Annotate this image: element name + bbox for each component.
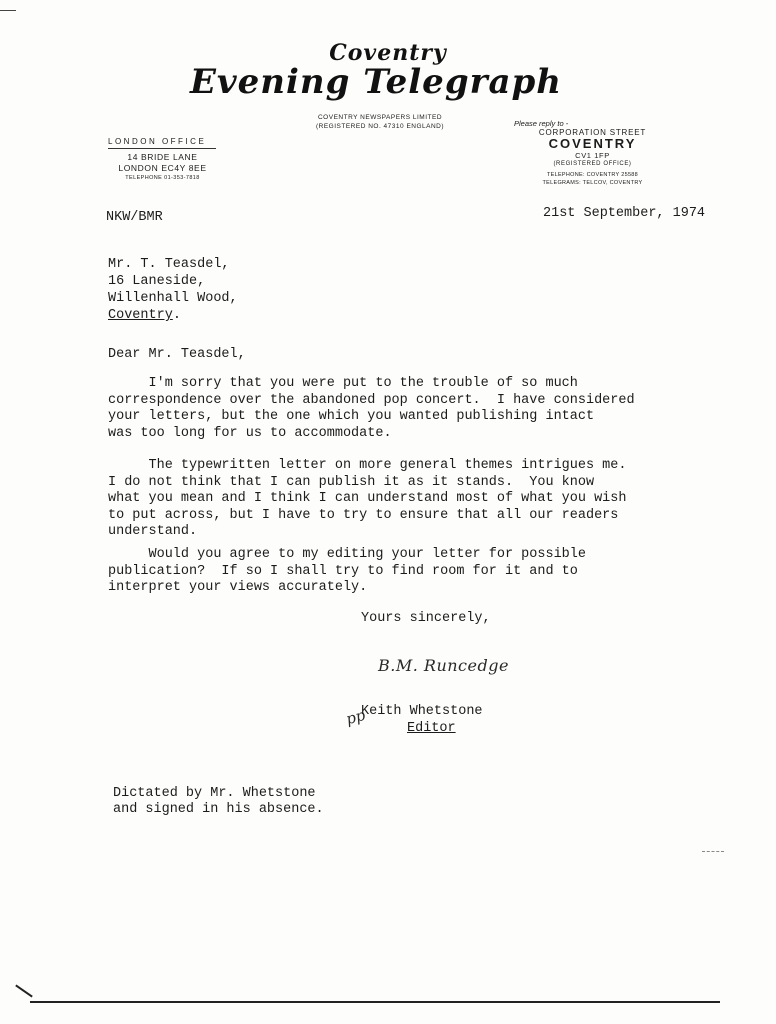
recipient-line1: 16 Laneside,	[108, 274, 206, 289]
london-office-address	[105, 152, 220, 174]
hq-street: CORPORATION STREET	[538, 128, 647, 137]
stray-mark	[702, 851, 724, 853]
recipient-city: Coventry	[108, 308, 173, 323]
london-city: LONDON EC4Y 8EE	[118, 163, 207, 173]
salutation: Dear Mr. Teasdel,	[108, 347, 246, 362]
body-paragraph-3: Would you agree to my editing your letter for possible publication? If so I shall try to find room for it and to interpret your views accurately.	[108, 547, 586, 595]
hq-postcode: CV1 1FP	[575, 151, 610, 160]
company-name: COVENTRY NEWSPAPERS LIMITED	[317, 114, 443, 121]
letter-reference: NKW/BMR	[106, 210, 163, 225]
hq-telegrams: TELEGRAMS: TELCOV, COVENTRY	[542, 180, 643, 186]
bottom-edge-line	[30, 1001, 720, 1003]
london-street: 14 BRIDE LANE	[127, 152, 198, 162]
pp-mark: pp	[343, 705, 368, 729]
recipient-city-line	[108, 307, 238, 324]
bottom-edge-mark	[15, 984, 33, 997]
recipient-line2: Willenhall Wood,	[108, 291, 238, 306]
body-paragraph-2: The typewritten letter on more general themes intrigues me. I do not think that I can publish it as it stands. You know what you mean and I think I can understand most of what you wish to put across, but I have to try to ensure that all our readers understand.	[108, 458, 627, 539]
recipient-city-punct: .	[172, 308, 181, 323]
handwritten-signature: B.M. Runcedge	[378, 656, 509, 675]
reply-to-label: Please reply to -	[514, 119, 569, 128]
london-telephone: TELEPHONE 01-353-7818	[125, 175, 200, 181]
recipient-address	[108, 256, 238, 324]
company-info	[280, 113, 480, 131]
masthead-evening-telegraph: Evening Telegraph	[189, 62, 563, 102]
recipient-name: Mr. T. Teasdel,	[108, 257, 230, 272]
letter-date: 21st September, 1974	[543, 206, 706, 221]
london-office-heading	[108, 137, 216, 149]
masthead-coventry: Coventry	[329, 40, 447, 66]
london-office-rule	[108, 148, 216, 149]
dictated-note: Dictated by Mr. Whetstone and signed in his absence.	[113, 786, 324, 817]
registered-office-address	[525, 128, 660, 187]
company-registration: (REGISTERED NO. 47310 ENGLAND)	[315, 123, 445, 130]
hq-city: COVENTRY	[548, 136, 637, 151]
closing: Yours sincerely,	[361, 611, 491, 626]
signer-title: Editor	[407, 721, 456, 736]
hq-registered-label: (REGISTERED OFFICE)	[553, 161, 632, 167]
signer-name: Keith Whetstone	[361, 704, 483, 719]
corner-mark	[0, 10, 16, 11]
hq-telephone: TELEPHONE: COVENTRY 25588	[546, 172, 639, 178]
london-office-label: LONDON OFFICE	[108, 137, 207, 146]
body-paragraph-1: I'm sorry that you were put to the trouble of so much correspondence over the abandoned pop concert. I have considered your letters, but the one which you wanted publishing intact was too long for us to accommodate.	[108, 376, 635, 441]
